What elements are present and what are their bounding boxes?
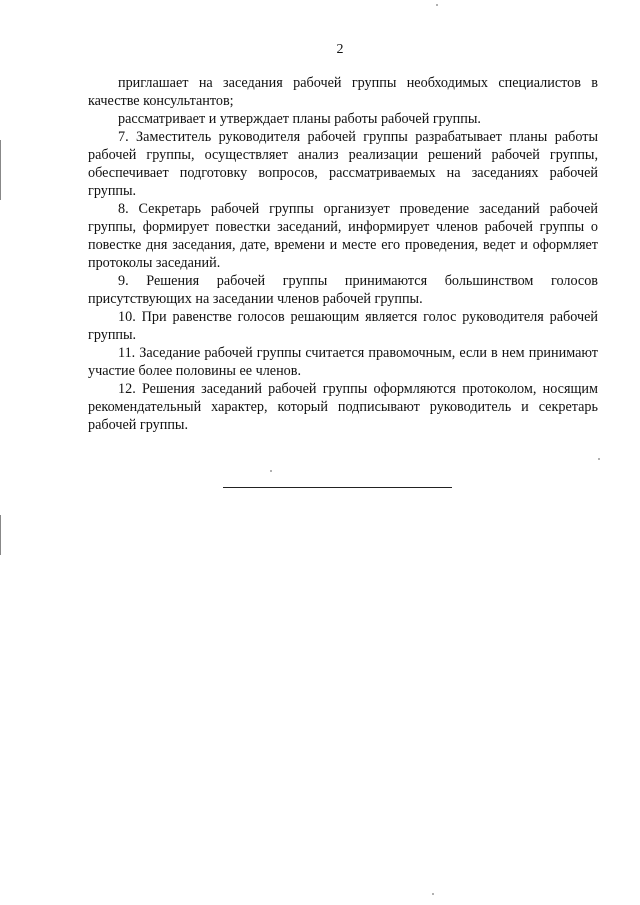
document-body xyxy=(88,74,598,434)
scan-speck xyxy=(598,458,600,460)
closing-divider xyxy=(223,487,452,488)
paragraph-7-deputy-leader: 7. Заместитель руководителя рабочей группы разрабатывает планы работы рабочей группы, осуществляет анализ реализации решений рабочей группы, обеспечивает подготовку вопросов, рассматриваемых на заседаниях рабочей группы. xyxy=(88,129,598,199)
paragraph-invite-consultants: приглашает на заседания рабочей группы необходимых специалистов в качестве консультантов; xyxy=(88,75,598,109)
scan-speck xyxy=(270,470,272,472)
paragraph-8-secretary: 8. Секретарь рабочей группы организует проведение заседаний рабочей группы, формирует повестки заседаний, информирует членов рабочей группы о повестке дня заседания, дате, времени и месте его проведения, ведет и оформляет протоколы заседаний. xyxy=(88,201,598,271)
page-number: 2 xyxy=(336,42,344,57)
scan-edge-mark xyxy=(0,515,1,555)
paragraph-10-tie-vote: 10. При равенстве голосов решающим является голос руководителя рабочей группы. xyxy=(88,309,598,343)
paragraph-approve-plans: рассматривает и утверждает планы работы рабочей группы. xyxy=(118,111,481,127)
scan-speck xyxy=(432,893,434,895)
scan-speck xyxy=(436,4,438,6)
paragraph-11-quorum: 11. Заседание рабочей группы считается правомочным, если в нем принимают участие более половины ее членов. xyxy=(88,345,598,379)
scan-edge-mark xyxy=(0,140,1,200)
paragraph-9-majority-vote: 9. Решения рабочей группы принимаются большинством голосов присутствующих на заседании членов рабочей группы. xyxy=(88,273,598,307)
paragraph-12-protocol: 12. Решения заседаний рабочей группы оформляются протоколом, носящим рекомендательный характер, который подписывают руководитель и секретарь рабочей группы. xyxy=(88,381,598,433)
